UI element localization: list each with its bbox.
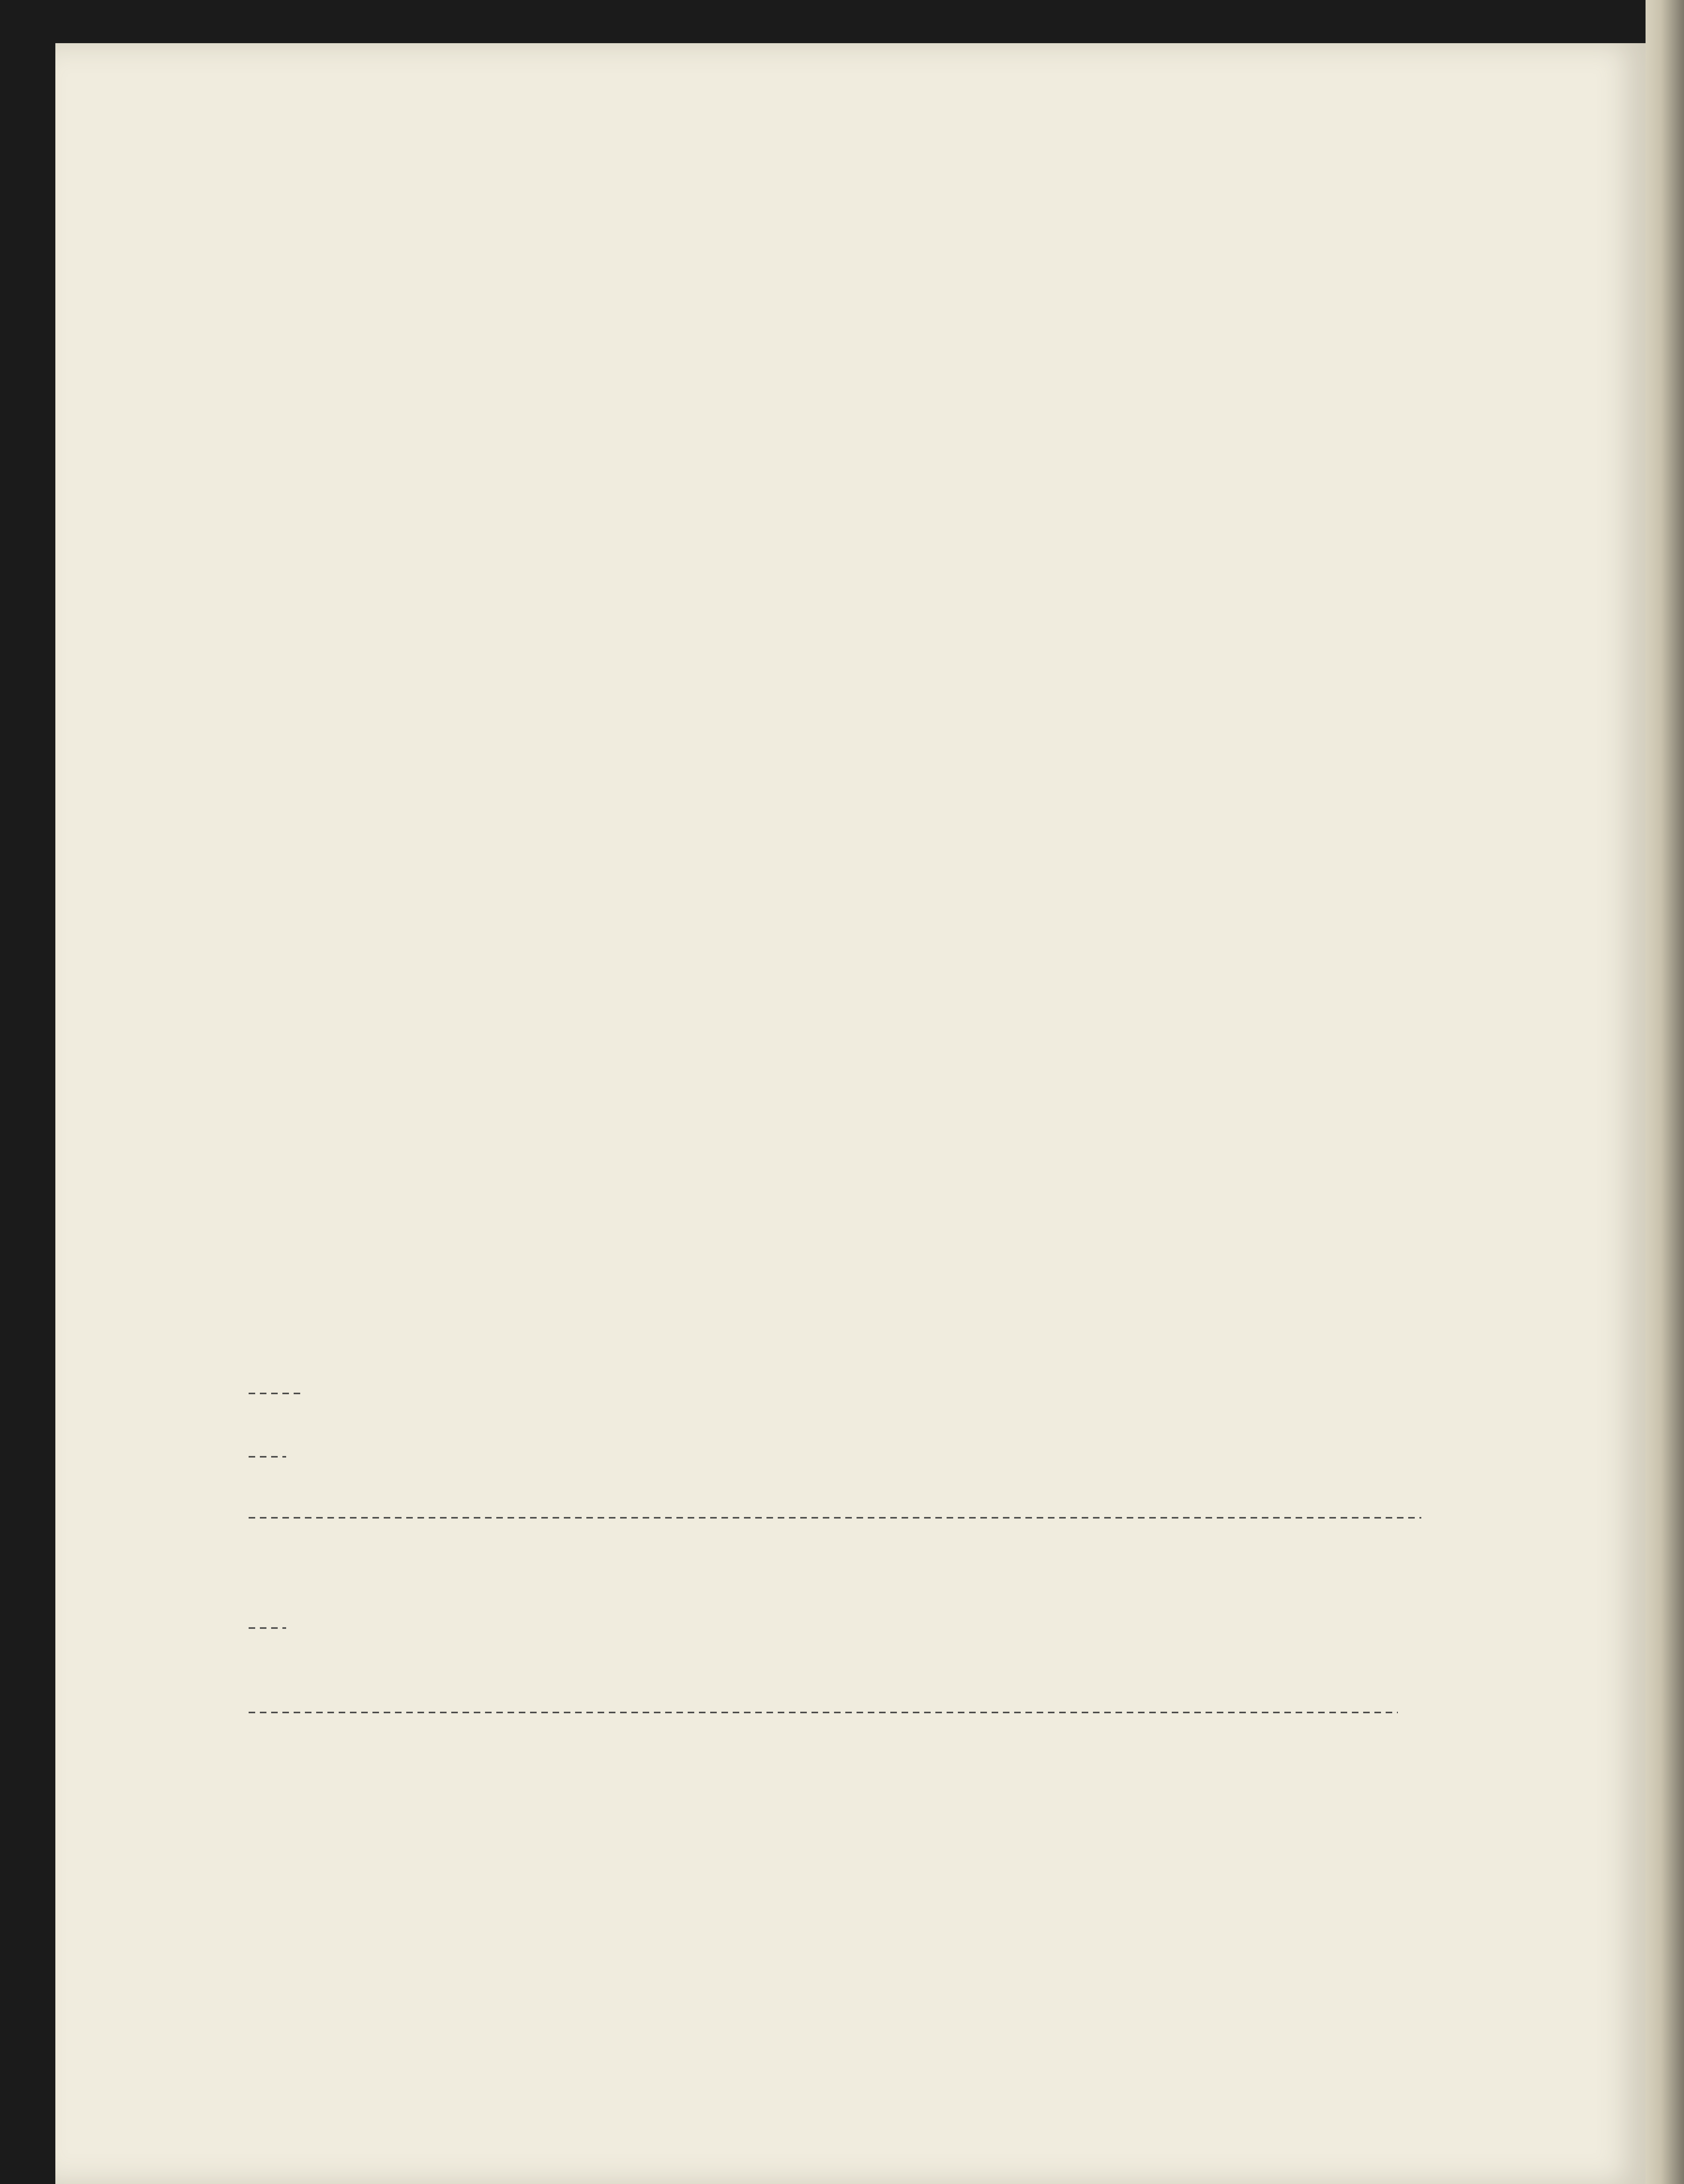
right-column [851, 155, 1484, 168]
drill-2-illustration [239, 1811, 1534, 1980]
book-spine [1646, 0, 1684, 2184]
left-column [189, 155, 822, 168]
guide-lines [249, 1393, 1421, 1712]
drill-1-illustration [249, 1384, 1534, 1722]
